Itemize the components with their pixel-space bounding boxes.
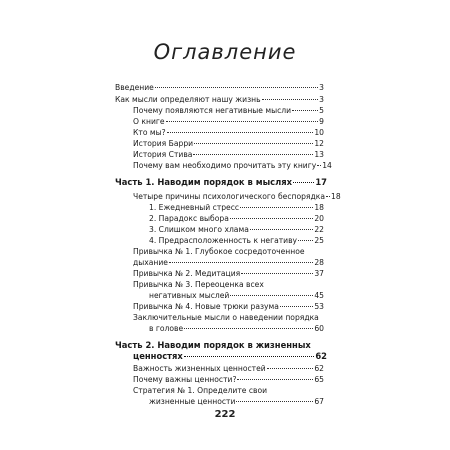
toc-entry (133, 269, 324, 279)
toc-entry (149, 203, 324, 213)
toc-entry (133, 117, 324, 127)
toc-entry-label: Введение (115, 83, 154, 92)
dot-leader (292, 110, 318, 111)
toc-entry (133, 150, 324, 160)
dot-leader (240, 207, 313, 208)
dot-leader (193, 154, 313, 155)
toc-entry-page: 25 (314, 236, 324, 245)
toc-entry (133, 192, 341, 202)
toc-entry-page: 62 (315, 351, 327, 361)
dot-leader (194, 143, 313, 144)
toc-entry (149, 214, 324, 224)
page-title: Оглавление (153, 40, 297, 64)
toc-entry-page: 18 (314, 203, 324, 212)
toc-entry-label: Четыре причины психологического беспорядка (133, 192, 325, 201)
dot-leader (293, 182, 314, 183)
dot-leader (280, 306, 313, 307)
toc-entry-label: Кто мы? (133, 128, 166, 137)
dot-leader (167, 132, 314, 133)
dot-leader (241, 273, 313, 274)
toc-entry (133, 302, 324, 312)
dot-leader (230, 218, 313, 219)
toc-entry-page: 60 (314, 324, 324, 333)
toc-entry (149, 236, 324, 246)
toc-entry (133, 258, 324, 268)
toc-entry-page: 65 (314, 375, 324, 384)
toc-entry (149, 397, 324, 407)
toc-entry-label-continued: жизненные ценности (149, 397, 236, 406)
toc-entry-page: 37 (314, 269, 324, 278)
dot-leader (230, 295, 313, 296)
dot-leader (169, 262, 313, 263)
toc-entry (133, 375, 324, 385)
dot-leader (237, 379, 313, 380)
toc-entry (115, 83, 324, 93)
toc-entry-label: Заключительные мысли о наведении порядка (133, 313, 319, 322)
toc-entry-label: 1. Ежедневный стресс (149, 203, 240, 212)
dot-leader (250, 229, 313, 230)
toc-entry-label-continued: ценностях (133, 351, 183, 361)
dot-leader (184, 328, 313, 329)
toc-entry (133, 139, 324, 149)
toc-entry-label: 4. Предрасположенность к негативу (149, 236, 298, 245)
dot-leader (267, 368, 314, 369)
toc-entry-label: Привычка № 3. Переоценка всех (133, 280, 264, 289)
toc-entry-page: 3 (319, 95, 324, 104)
toc-entry-page: 13 (314, 150, 324, 159)
toc-entry-page: 67 (314, 397, 324, 406)
dot-leader (155, 87, 318, 88)
toc-entry (133, 161, 332, 171)
page-number: 222 (214, 409, 236, 420)
toc-entry-page: 28 (314, 258, 324, 267)
toc-entry-page: 9 (319, 117, 324, 126)
dot-leader (326, 196, 330, 197)
toc-entry (133, 364, 324, 374)
toc-part-heading: Часть 2. Наводим порядок в жизненных (115, 340, 311, 350)
toc-entry-page: 18 (331, 192, 341, 201)
toc-entry (115, 95, 324, 105)
toc-entry (149, 291, 324, 301)
toc-entry (149, 324, 324, 334)
toc-entry-label: Привычка № 1. Глубокое сосредоточенное (133, 247, 305, 256)
toc-entry-label: Привычка № 4. Новые трюки разума (133, 302, 279, 311)
toc-part-heading-continued (133, 351, 327, 361)
toc-entry-label: Часть 1. Наводим порядок в мыслях (115, 177, 293, 187)
toc-entry-page: 14 (322, 161, 332, 170)
toc-entry-label-continued: дыхание (133, 258, 168, 267)
toc-entry-page: 5 (319, 106, 324, 115)
toc-part-heading (115, 177, 327, 187)
toc-entry-page: 22 (314, 225, 324, 234)
toc-entry-label: История Барри (133, 139, 194, 148)
dot-leader (262, 99, 319, 100)
toc-entry-label: История Стива (133, 150, 193, 159)
toc-entry-page: 20 (314, 214, 324, 223)
toc-entry (149, 225, 324, 235)
toc-entry-page: 17 (315, 177, 327, 187)
toc-entry-label: Почему появляются негативные мысли (133, 106, 292, 115)
toc-entry-page: 62 (314, 364, 324, 373)
toc-entry (133, 106, 324, 116)
dot-leader (298, 240, 313, 241)
toc-entry-label: Как мысли определяют нашу жизнь (115, 95, 261, 104)
toc-entry-label: О книге (133, 117, 165, 126)
toc-entry-label: Привычка № 2. Медитация (133, 269, 241, 278)
toc-entry (133, 128, 324, 138)
toc-entry-label-continued: в голове (149, 324, 184, 333)
toc-entry-label: Важность жизненных ценностей (133, 364, 266, 373)
toc-entry-page: 10 (314, 128, 324, 137)
toc-entry-page: 53 (314, 302, 324, 311)
dot-leader (236, 401, 313, 402)
toc-entry-label: 3. Слишком много хлама (149, 225, 249, 234)
toc-entry-label-continued: негативных мыслей (149, 291, 230, 300)
toc-entry-page: 12 (314, 139, 324, 148)
dot-leader (166, 121, 319, 122)
toc-entry-label: 2. Парадокс выбора (149, 214, 229, 223)
toc-entry-page: 45 (314, 291, 324, 300)
toc-entry-page: 3 (319, 83, 324, 92)
toc-entry-label: Стратегия № 1. Определите свои (133, 386, 268, 395)
toc-entry-label: Почему вам необходимо прочитать эту книгу (133, 161, 317, 170)
dot-leader (317, 165, 321, 166)
dot-leader (184, 356, 315, 357)
toc-entry-label: Почему важны ценности? (133, 375, 237, 384)
